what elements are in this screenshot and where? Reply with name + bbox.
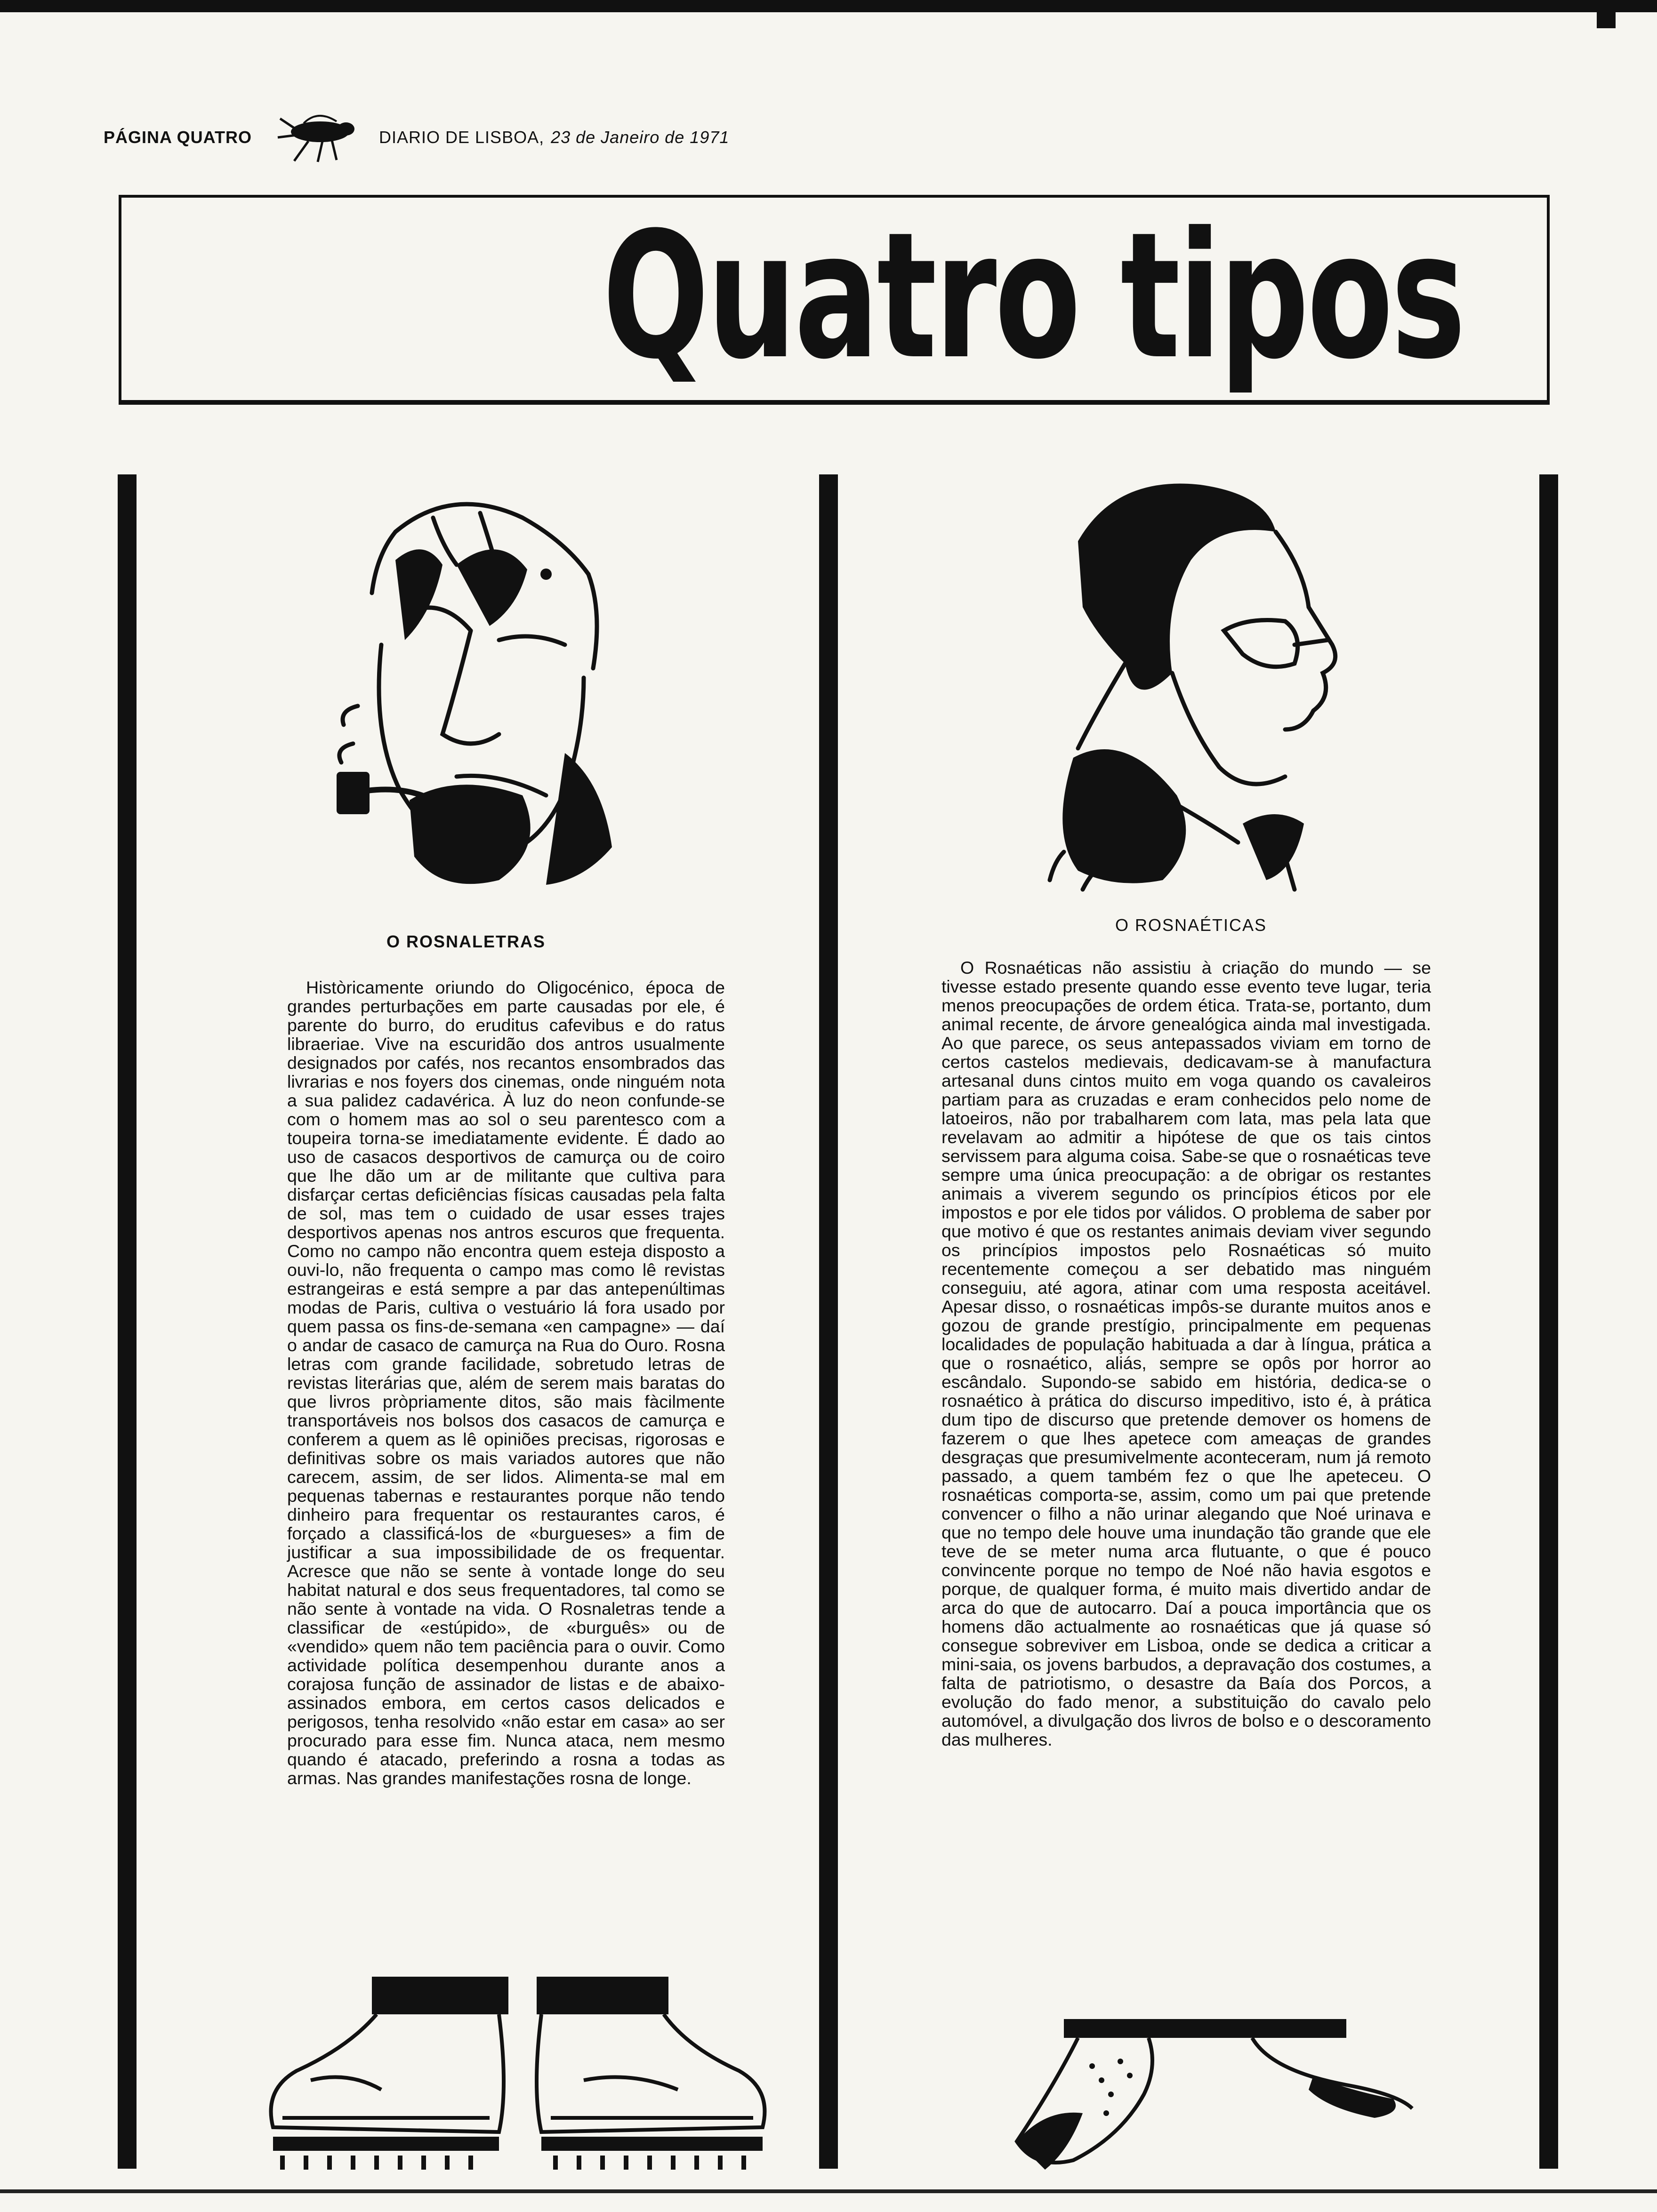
caption-rosnaletras: O ROSNALETRAS: [386, 932, 546, 951]
caricature-rosnaletras: [301, 489, 631, 908]
bottom-border: [0, 2189, 1657, 2193]
caption-rosnaeticas: O ROSNAÉTICAS: [1115, 915, 1267, 935]
top-border: [0, 0, 1657, 12]
page-label: PÁGINA QUATRO: [104, 128, 252, 147]
newspaper-name: DIARIO DE LISBOA,: [379, 128, 545, 147]
article-rosnaletras: Històricamente oriundo do Oligocénico, época de grandes perturbações em parte causadas por ele, é parente do burro, do eruditus cafevibus e do ratus libraeriae. Vive na escuridão dos antros usualmente designados por cafés, nos recantos ensombrados das livrarias e nos foyers dos cinemas, onde ninguém nota a sua palidez cadavérica. À luz do neon confunde-se com o homem mas ao sol o seu parentesco com a toupeira torna-se imediatamente evidente. É dado ao uso de casacos desportivos de camurça ou de coiro que lhe dão um ar de militante que cultiva para disfarçar certas deficiências físicas causadas pela falta de sol, mas tem o cuidado de usar esses trajes desportivos apenas nos antros escuros que frequenta. Como no campo não encontra quem esteja disposto a ouvi-lo, não frequenta o campo mas como lê revistas estrangeiras e está sempre a par das antepenúltimas modas de Paris, cultiva o vestuário lá fora usado por quem passa os fins-de-semana «en campagne» — daí o andar de casaco de camurça na Rua do Ouro. Rosna letras com grande facilidade, sobretudo letras de revistas literárias que, além de serem mais baratas do que livros pròpriamente ditos, são mais fàcilmente transportáveis nos bolsos dos casacos de camurça e conferem a quem as lê opiniões precisas, rigorosas e definitivas sobre os mais variados autores que não carecem, assim, de ser lidos. Alimenta-se mal em pequenas tabernas e restaurantes porque não tendo dinheiro para frequentar os restaurantes caros, é forçado a classificá-los de «burgueses» a fim de justificar a sua impossibilidade de os frequentar. Acresce que não se sente à vontade longe do seu habitat natural e dos seus frequentadores, tal como se não sente à vontade na vida. O Rosnaletras tende a classificar de «estúpido», de «burguês» ou de «vendido» quem não tem paciência para o ouvir. Como actividade política desempenhou durante anos a corajosa função de assinador de listas e de abaixo-assinados embora, em certos casos delicados e perigosos, tenha resolvido «não estar em casa» ao ser procurado para esse fim. Nunca ataca, nem mesmo quando é atacado, preferindo a rosna a todas as armas. Nas grandes manifestações rosna de longe.: [287, 978, 725, 1788]
fly-icon: [275, 109, 365, 166]
issue-date: 23 de Janeiro de 1971: [551, 128, 730, 147]
page-title: Quatro tipos: [603, 195, 1464, 398]
column-rule-right: [1539, 474, 1558, 2169]
boots-illustration: [254, 1977, 781, 2179]
column-rule-middle: [819, 474, 838, 2169]
caricature-rosnaeticas: [1022, 466, 1389, 913]
column-rule-left: [118, 474, 137, 2169]
page-header: [104, 119, 729, 156]
article-rosnaeticas: O Rosnaéticas não assistiu à criação do mundo — se tivesse estado presente quando esse evento teve lugar, teria menos preocupações de ordem ética. Trata-se, portanto, dum animal recente, de árvore genealógica ainda mal investigada. Ao que parece, os seus antepassados viviam em torno de certos castelos medievais, dedicavam-se à manufactura artesanal duns cintos muito em voga quando os cavaleiros partiam para as cruzadas e eram conhecidos pelo nome de latoeiros, não por trabalharem com lata, mas pela lata que revelavam ao admitir a hipótese de que os tais cintos servissem para alguma coisa. Sabe-se que o rosnaéticas teve sempre uma única preocupação: a de obrigar os restantes animais a viverem segundo os princípios éticos por ele impostos e por ele tidos por válidos. O problema de saber por que motivo é que os restantes animais deviam viver segundo os princípios impostos pelo Rosnaéticas só muito recentemente começou a ser debatido mas ninguém conseguiu, até agora, atinar com uma resposta aceitável. Apesar disso, o rosnaéticas impôs-se durante muitos anos e gozou de grande prestígio, principalmente em pequenas localidades de população habituada a dar à língua, prática a que o rosnaético, aliás, sempre se opôs por horror ao escândalo. Supondo-se sabido em história, dedica-se o rosnaético à prática do discurso impeditivo, isto é, à prática dum tipo de discurso que pretende demover os homens de fazerem o que lhes apetece com ameaças de grandes desgraças que presumivelmente aconteceram, num já remoto passado, a quem também fez o que lhe apeteceu. O rosnaéticas comporta-se, assim, como um pai que pretende convencer o filho a não urinar alegando que Noé urinava e que no tempo dele houve uma inundação tão grande que ele teve de se meter numa arca flutuante, o que é pouco convincente porque no tempo de Noé não havia esgotos e porque, de qualquer forma, é muito mais divertido andar de arca do que de autocarro. Daí a pouca importância que os homens dão actualmente ao rosnaéticas que já quase só consegue sobreviver em Lisboa, onde se dedica a criticar a mini-saia, os jovens barbudos, a depravação dos costumes, a falta de patriotismo, o desastre da Baía dos Porcos, a evolução do fado menor, a substituição do cavalo pelo automóvel, a divulgação dos livros de bolso e o descoramento das mulheres.: [941, 958, 1431, 1749]
shoes-illustration: [989, 2019, 1506, 2184]
top-border-tab: [1597, 0, 1616, 28]
